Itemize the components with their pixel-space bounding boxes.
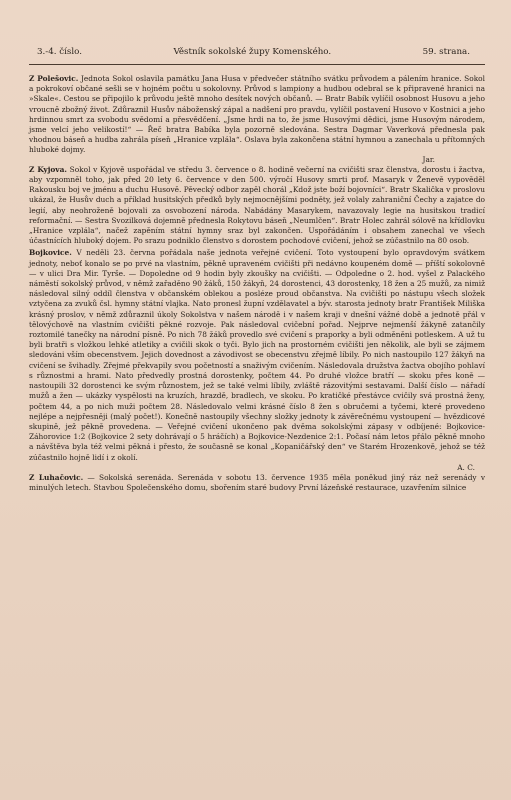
running-header	[29, 47, 485, 58]
article-heading: Bojkovice.	[29, 248, 72, 258]
page-number: 59. strana.	[422, 47, 470, 57]
issue-number: 3.-4. číslo.	[37, 47, 82, 57]
article-luhacovice	[29, 473, 485, 493]
article-heading: Z Kyjova.	[29, 164, 67, 174]
article-text: Jednota Sokol oslavila památku Jana Husa v předvečer státního svátku průvodem a pálením hranice. Sokol a pokrokoví občané sešli se v hojném počtu u sokolovny. Průvod s lampiony a hudbou odebral se k připravené hranici na »Skale«. Cestou se připojilo k průvodu ještě mnoho desítek nových občanů. — Bratr Babík vylíčil osobnost Husovu a jeho vroucně zbožný život. Zdůraznil Husův náboženský zápal a nadšení pro pravdu, vylíčil postavení Husovo v Kostnici a jeho hrdinnou smrt za svobodu svědomí a přesvědčení. „Jsme hrdi na to, že jsme Husovými dědici, jsme Husovým národem, jsme velcí jeho velikostí!“ — Řeč bratra Babíka byla pozorně sledována. Sestra Dagmar Vaverková přednesla pak vhodnou báseň a hudba zahrála píseň „Hranice vzplála“. Oslava byla zakončena státní hymnou a zanechala u přítomných hluboké dojmy.	[29, 74, 485, 155]
article-text: — Sokolská serenáda. Serenáda v sobotu 13. července 1935 měla poněkud jiný ráz než serenády v minulých letech. Stavbou Společenského domu, sbořením staré budovy První lázeňské restaurace, uzavřením silnice	[29, 472, 485, 493]
article-kyjov	[29, 165, 485, 247]
article-signature: Jar.	[422, 154, 435, 164]
article-heading: Z Luhačovic.	[29, 472, 84, 482]
article-signature: A. C.	[457, 462, 475, 472]
article-heading: Z Polešovic.	[29, 74, 79, 83]
header-rule	[29, 64, 485, 65]
article-bojkovice	[29, 248, 485, 462]
journal-title: Věstník sokolské župy Komenského.	[173, 47, 332, 57]
article-text: Sokol v Kyjově uspořádal ve středu 3. července o 8. hodině večerní na cvičišti sraz členstva, dorostu i žactva, aby vzpomněl toho, jak před 20 lety 6. července v den 500. výročí Husovy smrti prof. Masaryk v Ženevě vypověděl Rakousku boj ve jménu a duchu Husově. Pěvecký odbor zapěl chorál „Kdož jste boží bojovníci“. Bratr Skalička v proslovu ukázal, že Husův duch a příklad husitských předků byly nejmocnějšími podněty, jež volaly zahraniční Čechy a zajatce do legií, aby neohroženě bojovali za osvobození národa. Nabádány Masarykem, navazovaly legie na husitskou tradicí reformační. — Sestra Svozilková dojemně přednesla Rokytovu báseň „Neumlčen“. Bratr Holec zahrál sólově na křídlovku „Hranice vzplála“, načež zapěním státní hymny sraz byl zakončen. Uspořádáním i obsahem zanechal ve všech účastnících hluboký dojem. Po srazu podniklo členstvo s dorostem pochodové cvičení, jehož se zúčastnilo na 80 osob.	[29, 164, 485, 246]
article-polesovice	[29, 74, 485, 156]
article-text: V neděli 23. června pořádala naše jednota veřejné cvičení. Toto vystoupení bylo opravdovým svátkem jednoty, neboť konalo se po prvé na vlastním, pěkně upraveném cvičišti při nedávno koupeném domě — příští sokolovně — v ulici Dra Mir. Tyrše. — Dopoledne od 9 hodin byly zkoušky na cvičišti. — Odpoledne o 2. hod. vyšel z Palackého náměstí sokolský průvod, v němž zařaděno 90 žáků, 150 žákyň, 24 dorostenci, 43 dorostenky, 18 žen a 25 mužů, za nimiž následoval silný oddíl členstva v občanském oblekou a posléze proud občanstva. Na cvičišti po nástupu všech složek vztyčena za zvuků čsl. hymny státní vlajka. Nato pronesl župní vzdělavatel a býv. starosta jednoty bratr František Miliška krásný proslov, v němž zdůraznil úkoly Sokolstva v našem národě i v našem kraji v dnešní vážné době a jednotě přál v tělovýchově na vlastním cvičišti pěkné rozvoje. Pak následoval cvičební pořad. Nejprve nejmenší žákyně zatančily roztomilé tanečky na národní písně. Po nich 78 žáků provedlo své cvičení s praporky a byli odměněni potleskem. A už tu byli bratři s vložkou lehké atletiky a cvičili skok o tyči. Bylo jich na prostorném cvičišti jen několik, ale byli se zájmem sledováni vším obecenstvem. Jejich dovednost a závodivost se obecenstvu zřejmě líbily. Po nich nastoupilo 127 žákyň na cvičení se švihadly. Zřejmé překvapily svou početností a snaživým cvičením. Následovala družstva žactva obojího pohlaví s různostmi a hrami. Nato předvedly prostná dorostenky, počtem 44. Po druhé vložce bratří — skoku přes koně — nastoupili 32 dorostenci ke svým různostem, jež se také velmi líbily, zvláště rázovitými sestavami. Další číslo — nářadí mužů a žen — ukázky vyspělosti na kruzích, hrazdě, bradlech, ve skoku. Po kratičké přestávce cvičily svá prostná ženy, počtem 44, a po nich muži počtem 28. Následovalo velmi krásné číslo 8 žen s obručemi a tyčemi, které provedeno nejlépe a nejpřesněji (malý počet!). Konečně nastoupily všechny složky jednoty k závěrečnému vystoupení — hvězdicové skupině, jež pěkně provedena. — Veřejné cvičení ukončeno pak dvěma sokolskými zápasy v odbíjené: Bojkovice-Záhorovice 1:2 (Bojkovice 2 sety dohrávají o 5 hráčích) a Bojkovice-Nezdenice 2:1. Počasí nám letos přálo pěkně mnoho a návštěva byla též velmi pěkná i přesto, že současně se konal „Kopaničářský den“ ve Starém Hrozenkově, jehož se též zúčastnilo hojně lidí i z okolí.	[29, 248, 485, 462]
article-body	[29, 74, 485, 493]
